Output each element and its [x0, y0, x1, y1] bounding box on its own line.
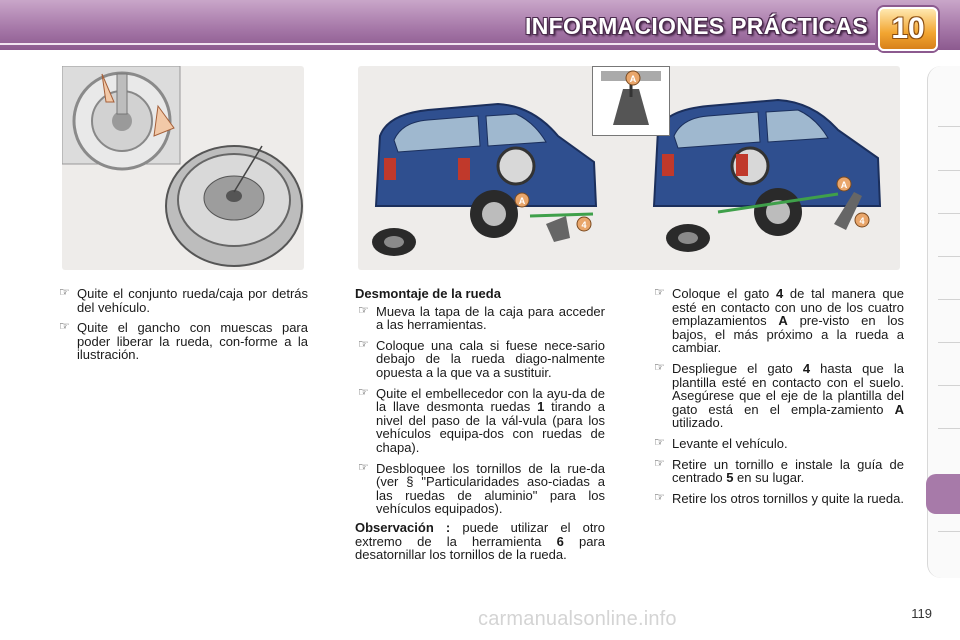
jack-detail-inset	[592, 66, 670, 136]
page-number: 119	[911, 606, 932, 621]
chapter-tab[interactable]	[938, 126, 960, 127]
chapter-tab[interactable]	[938, 299, 960, 300]
text-column-left	[56, 287, 308, 369]
chapter-tab[interactable]	[938, 428, 960, 429]
instruction-text: Coloque el gato 4 de tal manera que esté en contacto con uno de los cuatro emplazamientos A pre-visto en los bajos, el más próximo a la rueda a cambiar.	[672, 286, 905, 356]
section-heading: Desmontaje de la rueda	[355, 286, 501, 301]
chapter-tab[interactable]	[938, 170, 960, 171]
spare-wheel-drawing	[62, 66, 304, 270]
jack-point-marker: A	[840, 180, 848, 190]
chapter-tab-active[interactable]	[926, 474, 960, 514]
chapter-tab[interactable]	[938, 531, 960, 532]
instruction-text: Quite el conjunto rueda/caja por detrás del vehículo.	[77, 286, 308, 315]
instruction-item	[651, 287, 904, 355]
instruction-item	[355, 459, 605, 517]
instruction-text: Retire un tornillo e instale la guía de centrado 5 en su lugar.	[672, 456, 904, 486]
chapter-number-badge: 10	[878, 7, 938, 51]
instruction-item	[651, 455, 904, 486]
pointing-hand-icon: ☞	[654, 434, 665, 449]
pointing-hand-icon: ☞	[654, 285, 665, 299]
pointing-hand-icon: ☞	[358, 302, 369, 317]
instruction-text: Levante el vehículo.	[672, 435, 788, 451]
chapter-tab[interactable]	[938, 342, 960, 343]
pointing-hand-icon: ☞	[358, 384, 369, 399]
jack-marker: 4	[581, 220, 587, 230]
chapter-tab[interactable]	[938, 385, 960, 386]
text-column-right	[651, 287, 904, 512]
page-title: INFORMACIONES PRÁCTICAS	[525, 13, 868, 39]
instruction-item	[651, 434, 904, 451]
pointing-hand-icon: ☞	[654, 455, 665, 470]
instruction-text: Retire los otros tornillos y quite la rueda.	[672, 490, 904, 506]
pointing-hand-icon: ☞	[654, 489, 665, 504]
pointing-hand-icon: ☞	[358, 459, 369, 474]
instruction-item	[651, 489, 904, 506]
instruction-item	[56, 287, 308, 314]
instruction-text: Mueva la tapa de la caja para acceder a las herramientas.	[376, 303, 605, 333]
instruction-item	[56, 321, 308, 362]
text-column-middle	[355, 287, 605, 575]
jack-point-marker: A	[629, 74, 637, 84]
instruction-item	[355, 384, 605, 455]
chapter-tab[interactable]	[938, 256, 960, 257]
instruction-item	[651, 359, 904, 431]
instruction-item	[355, 336, 605, 380]
instruction-text: Desbloquee los tornillos de la rue-da (ver § "Particularidades aso-ciadas a las ruedas de aluminio" para los vehículos equipados).	[376, 460, 605, 517]
spare-wheel-illustration	[62, 66, 304, 270]
instruction-item	[355, 302, 605, 333]
pointing-hand-icon: ☞	[59, 319, 70, 334]
pointing-hand-icon: ☞	[654, 359, 665, 374]
instruction-text: Despliegue el gato 4 hasta que la plantilla esté en contacto con el suelo. Asegúrese que el eje de la plantilla del gato está en el empla-zamiento A utilizado.	[672, 360, 904, 431]
jack-detail-drawing	[593, 67, 669, 135]
pointing-hand-icon: ☞	[358, 336, 369, 351]
observation-note: Observación : puede utilizar el otro extremo de la herramienta 6 para desatornillar los tornillos de la rueda.	[355, 519, 605, 563]
header-rule	[0, 43, 875, 45]
jack-marker: 4	[859, 216, 865, 226]
chapter-tab[interactable]	[938, 213, 960, 214]
pointing-hand-icon: ☞	[59, 285, 70, 299]
instruction-text: Coloque una cala si fuese nece-sario debajo de la rueda diago-nalmente opuesta a la que va a sustituir.	[376, 337, 605, 380]
watermark: carmanualsonline.info	[478, 608, 677, 630]
instruction-text: Quite el gancho con muescas para poder liberar la rueda, con-forme a la ilustración.	[77, 320, 308, 363]
jack-point-marker: A	[518, 196, 526, 206]
instruction-text: Quite el embellecedor con la ayu-da de la llave desmonta ruedas 1 tirando a nivel del paso de la vál-vula (para los vehículos equipa-dos con ruedas de chapa).	[376, 385, 605, 455]
